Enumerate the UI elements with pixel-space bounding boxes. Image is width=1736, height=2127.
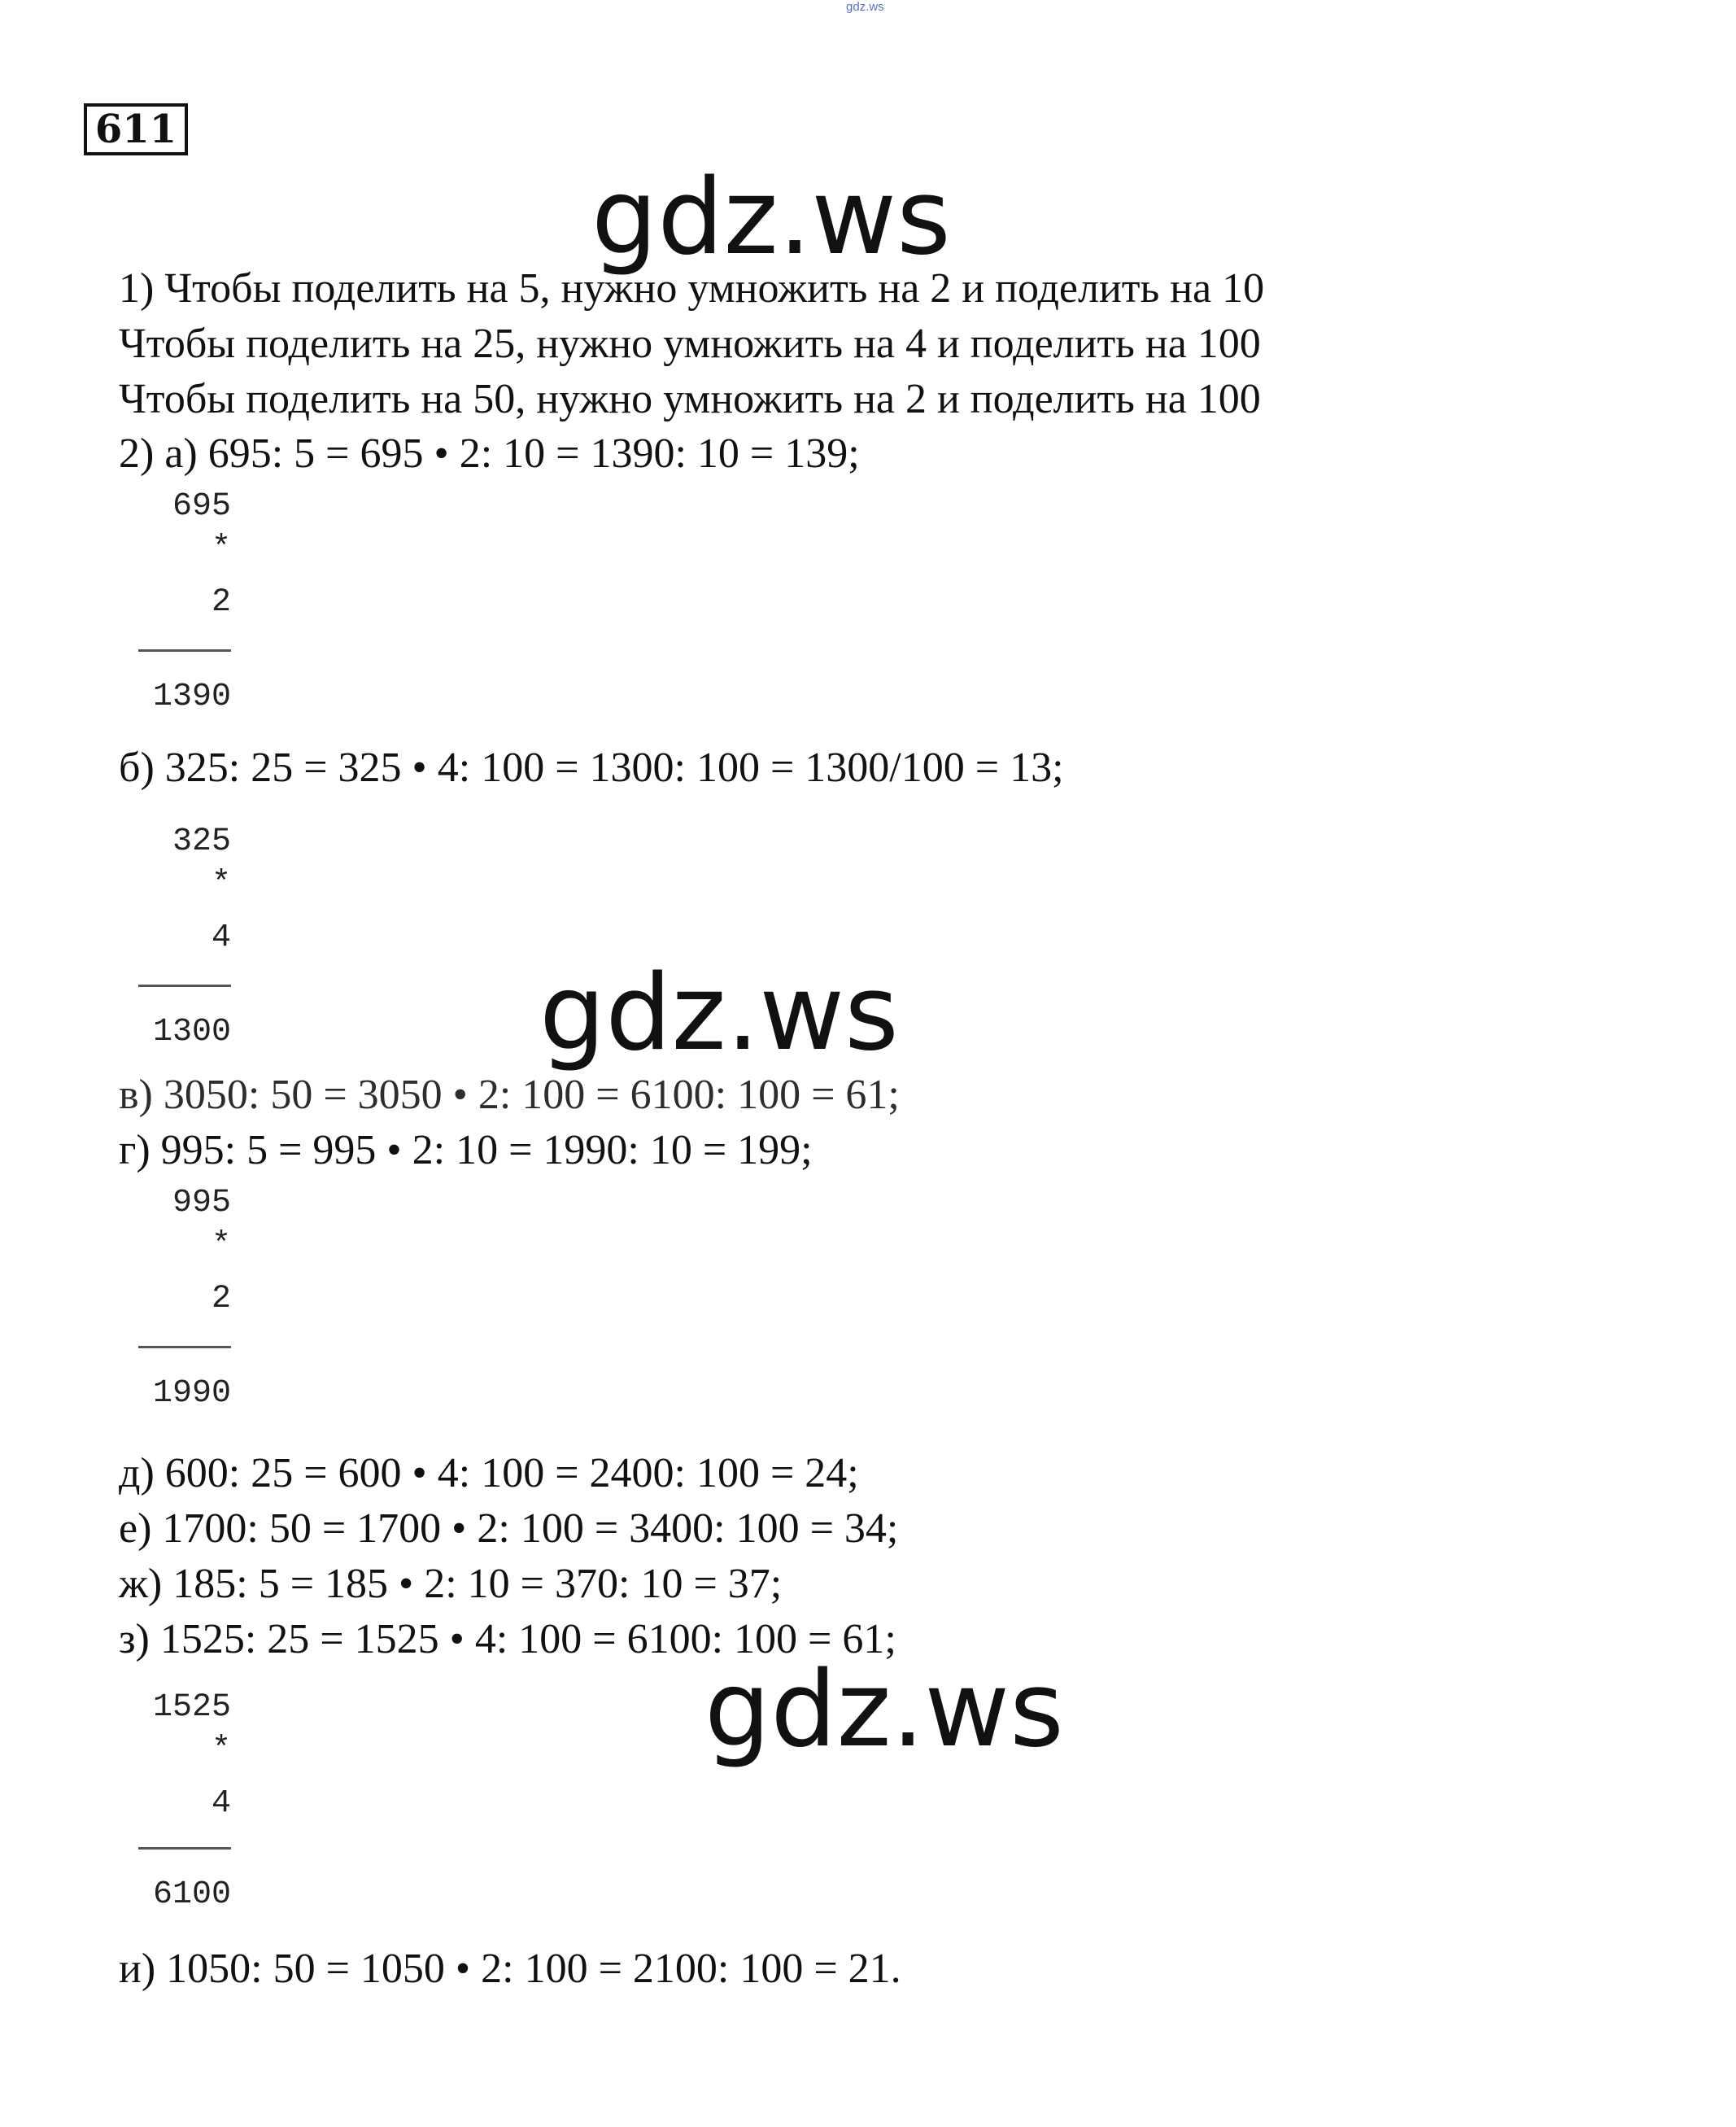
column-multiplication [135,823,241,1050]
task-number-box: 611 [84,103,188,155]
calc-divider [138,649,231,652]
calc-divider [138,985,231,987]
rule-line-3: Чтобы поделить на 50, нужно умножить на 2 и поделить на 100 [119,376,1261,422]
multiply-operator: * [211,531,231,567]
product: 6100 [152,1876,231,1913]
equation-d: д) 600: 25 = 600 • 4: 100 = 2400: 100 = 24; [119,1450,859,1496]
multiply-operator: * [211,1732,231,1768]
equation-g: г) 995: 5 = 995 • 2: 10 = 1990: 10 = 199; [119,1127,813,1173]
multiplicand: 995 [172,1185,231,1221]
multiplier: 4 [211,919,231,956]
equation-i: и) 1050: 50 = 1050 • 2: 100 = 2100: 100 = 21. [119,1946,901,1992]
calc-divider [138,1847,231,1850]
multiplicand: 695 [172,488,231,525]
column-multiplication [135,1689,241,1913]
multiplier: 2 [211,1281,231,1317]
watermark: gdz.ws [539,953,899,1074]
multiplicand: 325 [172,823,231,860]
watermark: gdz.ws [591,157,951,278]
multiplier: 4 [211,1785,231,1822]
equation-z: з) 1525: 25 = 1525 • 4: 100 = 6100: 100 = 61; [119,1616,896,1662]
product: 1300 [152,1014,231,1050]
multiply-operator: * [211,866,231,902]
rule-line-1: 1) Чтобы поделить на 5, нужно умножить на 2 и поделить на 10 [119,265,1265,312]
multiplicand: 1525 [152,1689,231,1726]
site-mark: gdz.ws [846,0,884,14]
watermark: gdz.ws [704,1649,1064,1771]
equation-v: в) 3050: 50 = 3050 • 2: 100 = 6100: 100 = 61; [119,1072,900,1118]
rule-line-2: Чтобы поделить на 25, нужно умножить на 4 и поделить на 100 [119,321,1261,367]
equation-b: б) 325: 25 = 325 • 4: 100 = 1300: 100 = 1300/100 = 13; [119,745,1064,791]
multiplier: 2 [211,584,231,621]
equation-zh: ж) 185: 5 = 185 • 2: 10 = 370: 10 = 37; [119,1561,783,1607]
column-multiplication [135,488,241,715]
equation-e: е) 1700: 50 = 1700 • 2: 100 = 3400: 100 = 34; [119,1505,899,1552]
equation-a: 2) а) 695: 5 = 695 • 2: 10 = 1390: 10 = 139; [119,430,860,477]
calc-divider [138,1346,231,1348]
product: 1390 [152,679,231,715]
product: 1990 [152,1375,231,1412]
column-multiplication [135,1185,241,1412]
multiply-operator: * [211,1227,231,1264]
